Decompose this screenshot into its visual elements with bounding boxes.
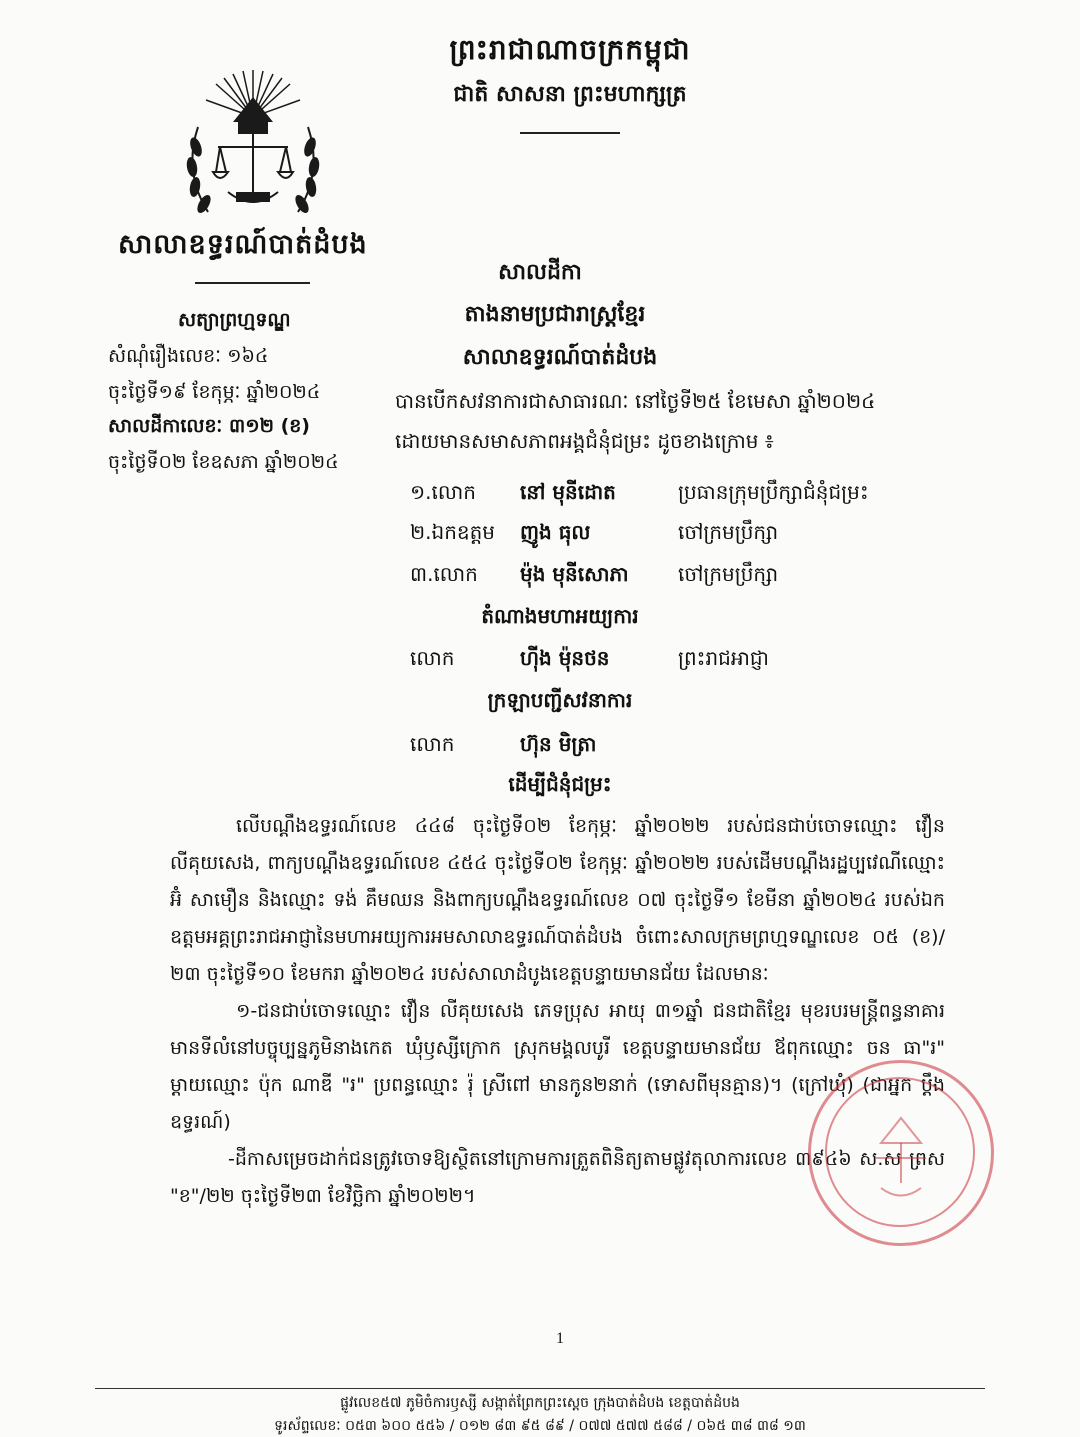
- court-name-title: សាលាឧទ្ធរណ៍បាត់ដំបង: [462, 345, 658, 370]
- body-paragraph-1: លើបណ្តឹងឧទ្ធរណ៍លេខ ៤៤៨ ចុះថ្ងៃទី០២ ខែកុម្ភៈ ឆ្នាំ២០២២ របស់ជនជាប់ចោទឈ្មោះ វឿន លីគុយសេង, ពាក្យបណ្តឹងឧទ្ធរណ៍លេខ ៤៥៤ ចុះថ្ងៃទី០២ ខែកុម្ភៈ ឆ្នាំ២០២២ របស់ដើមបណ្តឹងរដ្ឋប្បវេណីឈ្មោះ អ៊ំ សាមឿន និងឈ្មោះ ទង់ គឹមឈន និងពាក្យបណ្តឹងឧទ្ធរណ៍លេខ ០៧ ចុះថ្ងៃទី១ ខែមីនា ឆ្នាំ២០២៤ របស់ឯកឧត្តមអគ្គព្រះរាជអាជ្ញានៃមហាអយ្យការអមសាលាឧទ្ធរណ៍បាត់ដំបង ចំពោះសាលក្រមព្រហ្មទណ្ឌលេខ ០៥ (ខ)/២៣ ចុះថ្ងៃទី១០ ខែមករា ឆ្នាំ២០២៤ របស់សាលាដំបូងខេត្តបន្ទាយមានជ័យ ដែលមានៈ: [170, 815, 945, 985]
- footer-phone: ទូរស័ព្ទលេខៈ ០៥៣ ៦០០ ៥៥៦ / ០១២ ៨៣ ៩៥ ៨៩ / ០៧៧ ៥៧៧ ៥៨៨ / ០៦៥ ៣៨ ៣៨ ១៣: [274, 1418, 806, 1434]
- clerk-title: លោក: [410, 732, 455, 756]
- prosecution-role: ព្រះរាជអាជ្ញា: [678, 646, 769, 670]
- court-name-divider: [195, 282, 310, 284]
- page-number: 1: [556, 1330, 564, 1347]
- panel-role-1: ប្រធានក្រុមប្រឹក្សាជំនុំជម្រះ: [678, 480, 869, 504]
- session-line-1: បានបើកសវនាការជាសាធារណៈ នៅថ្ងៃទី២៥ ខែមេសា ឆ្នាំ២០២៤: [395, 389, 876, 413]
- clerk-name: ហ៊ុន មិត្រា: [520, 732, 597, 756]
- judgment-heading: ដើម្បីជំនុំជម្រះ: [508, 772, 612, 796]
- panel-title-3: ៣.លោក: [410, 562, 478, 586]
- doc-type: សាលដីកា: [498, 260, 582, 285]
- prosecution-title: លោក: [410, 646, 455, 670]
- prosecution-name: ហ៊ីង ម៉ុនថន: [520, 646, 610, 670]
- kingdom-title: ព្រះរាជាណាចក្រកម្ពុជា: [449, 33, 691, 66]
- header-divider: [520, 132, 620, 134]
- registry-label: សត្យាព្រហ្មទណ្ឌ: [178, 309, 291, 331]
- panel-name-3: ម៉ុង មុនីសោភា: [520, 562, 629, 586]
- session-line-2: ដោយមានសមាសភាពអង្គជំនុំជម្រះ ដូចខាងក្រោម ៖: [395, 429, 774, 453]
- case-date: ចុះថ្ងៃទី១៩ ខែកុម្ភៈ ឆ្នាំ២០២៤: [108, 381, 321, 403]
- panel-role-2: ចៅក្រមប្រឹក្សា: [678, 520, 779, 544]
- body-paragraph-2: ១-ជនជាប់ចោទឈ្មោះ វឿន លីគុយសេង ភេទប្រុស អាយុ ៣១ឆ្នាំ ជនជាតិខ្មែរ មុខរបរមន្ត្រីពន្ធនាគារ មានទីលំនៅបច្ចុប្បន្នភូមិនាងកេត ឃុំឫស្សីក្រោក ស្រុកមង្គលបូរី ខេត្តបន្ទាយមានជ័យ ឪពុកឈ្មោះ ចន ធា"រ" ម្តាយឈ្មោះ ប៉ុក ណាឌី "រ" ប្រពន្ធឈ្មោះ រ៉ុ ស្រីពៅ មានកូន២នាក់ (ទោសពីមុនគ្មាន)។ (ក្រៅឃុំ) (ជាអ្នក ប្តឹងឧទ្ធរណ៍): [170, 1000, 945, 1133]
- body-paragraph-3: -ដីកាសម្រេចដាក់ជនត្រូវចោទឱ្យស្ថិតនៅក្រោមការត្រួតពិនិត្យតាមផ្លូវតុលាការលេខ ៣៩៤៦ ស.ស ព្រស "ខ"/២២ ចុះថ្ងៃទី២៣ ខែវិច្ឆិកា ឆ្នាំ២០២២។: [170, 1148, 945, 1207]
- panel-title-1: ១.លោក: [410, 480, 476, 504]
- clerk-heading: ក្រឡាបញ្ជីសវនាការ: [487, 688, 633, 712]
- verdict-number: សាលដីកាលេខៈ ៣១២ (ខ): [108, 415, 310, 437]
- footer-divider: [95, 1388, 985, 1389]
- prosecution-heading: តំណាងមហាអយ្យការ: [481, 604, 639, 628]
- panel-title-2: ២.ឯកឧត្តម: [410, 520, 495, 544]
- panel-name-2: ញូង ធុល: [520, 520, 591, 544]
- national-motto: ជាតិ សាសនា ព្រះមហាក្សត្រ: [453, 82, 687, 107]
- in-name-of: តាងនាមប្រជារាស្ត្រខ្មែរ: [464, 302, 646, 327]
- court-name: សាលាឧទ្ធរណ៍បាត់ដំបង: [118, 229, 368, 260]
- panel-name-1: នៅ មុនីដោត: [520, 480, 616, 504]
- court-emblem: [178, 62, 328, 227]
- panel-role-3: ចៅក្រមប្រឹក្សា: [678, 562, 779, 586]
- verdict-date: ចុះថ្ងៃទី០២ ខែឧសភា ឆ្នាំ២០២៤: [108, 451, 339, 473]
- court-stamp: [808, 1060, 994, 1246]
- case-number: សំណុំរឿងលេខៈ ១៦៤: [108, 345, 269, 367]
- footer-address: ផ្លូវលេខ៥៧ ភូមិចំការឫស្សី សង្កាត់ព្រែកព្រះស្តេច ក្រុងបាត់ដំបង ខេត្តបាត់ដំបង: [340, 1395, 740, 1411]
